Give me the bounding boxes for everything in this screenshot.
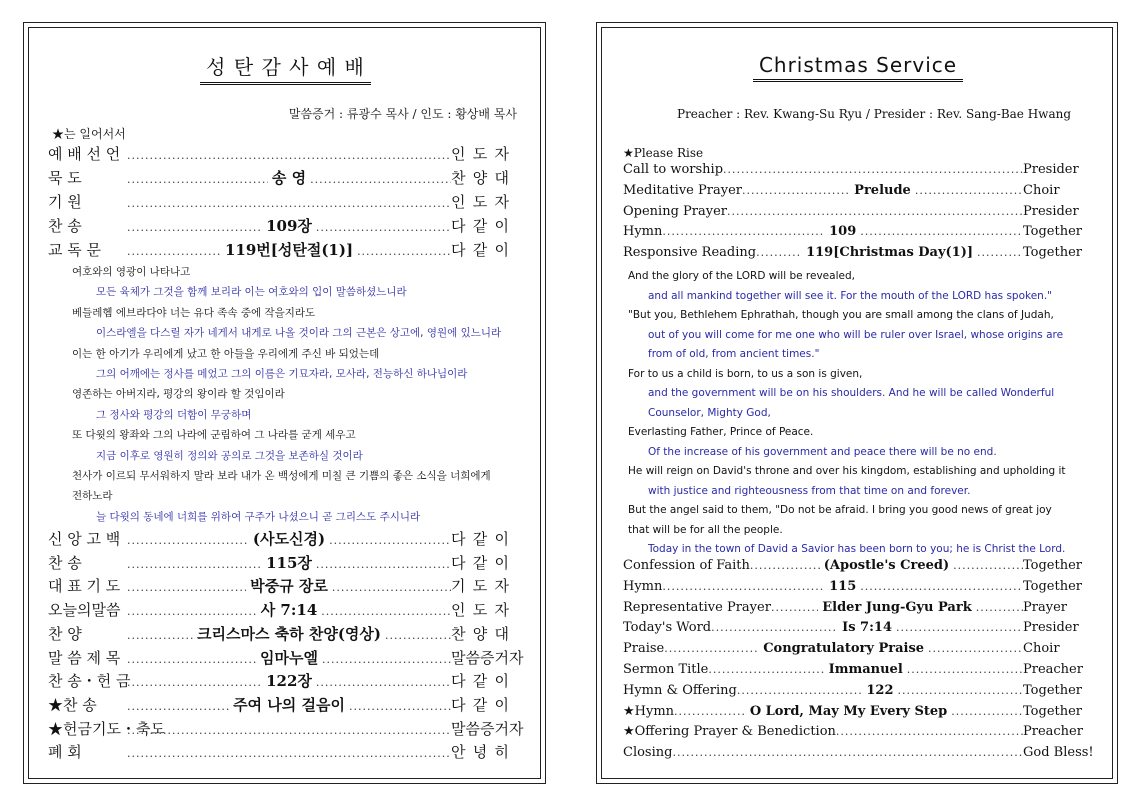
congregation-response: 이스라엘을 다스릴 자가 네게서 내게로 나올 것이라 그의 근본은 상고에, 영원에 있느니라 — [96, 327, 502, 340]
dot-leader — [860, 580, 1023, 593]
order-row — [48, 215, 509, 239]
order-row — [623, 162, 1093, 183]
order-row — [623, 183, 1093, 204]
dot-leader — [316, 221, 451, 234]
dot-leader — [316, 558, 451, 571]
order-item-detail: Congratulatory Praise — [763, 641, 925, 657]
leader-verse: 또 다윗의 왕좌와 그의 나라에 군림하여 그 나라를 굳게 세우고 — [72, 429, 356, 442]
leader-verse: 베들레헴 에브라다야 너는 유다 족속 중에 작을지라도 — [72, 306, 316, 319]
order-item-detail: Elder Jung-Gyu Park — [822, 599, 972, 615]
order-item-label: ★Offering Prayer & Benediction — [623, 724, 836, 740]
dot-leader — [321, 605, 451, 618]
dot-leader — [127, 605, 257, 618]
congregation-response: Today in the town of David a Savior has been born to you; he is Christ the Lord. — [648, 543, 1066, 555]
order-item-label: 찬 송 — [48, 553, 82, 572]
order-item-label: ★Hymn — [623, 703, 675, 719]
order-item-detail: 115장 — [266, 553, 312, 572]
order-item-leader: 다 같 이 — [451, 695, 510, 714]
order-row — [48, 718, 524, 742]
english-rise-note: ★Please Rise — [623, 146, 704, 160]
order-item-detail: (사도신경) — [252, 530, 326, 548]
leader-verse: 이는 한 아기가 우리에게 났고 한 아들을 우리에게 주신 바 되었는데 — [72, 347, 380, 360]
dot-leader — [385, 629, 451, 642]
order-item-detail: O Lord, May My Every Step — [749, 703, 948, 719]
korean-rise-note: ★는 일어서서 — [52, 127, 126, 141]
order-item-detail: Prelude — [854, 182, 911, 198]
dot-leader — [727, 205, 1023, 218]
order-item-label: Call to worship — [623, 162, 724, 177]
order-item-leader: 다 같 이 — [451, 241, 510, 259]
order-item-label: Hymn — [623, 578, 663, 594]
order-item-label: 오늘의말씀 — [48, 601, 121, 620]
order-item-detail: 크리스마스 축하 찬양(영상) — [196, 624, 382, 643]
order-item-leader: Together — [1023, 578, 1083, 594]
order-item-label: Confession of Faith — [623, 558, 750, 573]
order-item-label: Hymn & Offering — [623, 682, 737, 698]
order-item-label: Opening Prayer — [623, 203, 727, 219]
order-item-detail: 주여 나의 걸음이 — [233, 695, 345, 714]
order-item-leader: 인 도 자 — [451, 193, 509, 211]
order-item-leader: Choir — [1023, 641, 1060, 657]
congregation-response: out of you will come for me one who will be ruler over Israel, whose origins are — [648, 328, 1064, 341]
dot-leader — [127, 197, 451, 210]
order-item-leader: Together — [1023, 245, 1083, 261]
order-item-leader: Presider — [1023, 620, 1079, 636]
dot-leader — [915, 184, 1023, 197]
order-item-label: 신 앙 고 백 — [48, 530, 121, 548]
order-item-detail: 115 — [829, 578, 857, 594]
order-item-leader: 인 도 자 — [451, 601, 509, 620]
dot-leader — [357, 245, 451, 258]
dot-leader — [664, 642, 759, 655]
dot-leader — [953, 559, 1023, 572]
dot-leader — [127, 700, 229, 713]
order-row — [623, 224, 1093, 245]
dot-leader — [127, 221, 262, 234]
order-item-detail: 사 7:14 — [260, 601, 318, 620]
order-row — [623, 204, 1093, 225]
order-item-leader: Preacher — [1023, 662, 1083, 677]
dot-leader — [750, 559, 820, 572]
order-row — [48, 647, 524, 671]
order-item-label: 예 배 선 언 — [48, 145, 121, 163]
order-row — [48, 552, 509, 576]
order-row — [623, 641, 1093, 662]
congregation-response: 그의 어깨에는 정사를 메었고 그의 이름은 기묘자라, 모사라, 전능하신 하나님이라 — [96, 368, 468, 380]
order-item-detail: 122 — [866, 682, 894, 698]
order-item-label: 대 표 기 도 — [48, 577, 121, 596]
dot-leader — [708, 663, 824, 676]
congregation-response: from of old, from ancient times." — [648, 348, 820, 360]
dot-leader — [771, 601, 818, 614]
congregation-response: Of the increase of his government and peace there will be no end. — [648, 445, 997, 458]
dot-leader — [127, 747, 451, 760]
order-item-detail: 122장 — [266, 672, 312, 691]
dot-leader — [976, 601, 1023, 614]
order-item-leader: 다 같 이 — [451, 530, 509, 548]
order-item-leader: God Bless! — [1023, 745, 1094, 761]
order-item-label: Hymn — [623, 224, 663, 240]
order-item-label: 폐 회 — [48, 743, 82, 762]
leader-verse: He will reign on David's throne and over his kingdom, establishing and upholding it — [628, 465, 1066, 477]
order-item-leader: 말씀증거자 — [451, 719, 524, 738]
dot-leader — [737, 684, 863, 697]
order-row — [48, 670, 509, 694]
order-item-label: ★찬 송 — [48, 695, 97, 714]
order-row — [48, 528, 509, 552]
dot-leader — [907, 663, 1023, 676]
order-row — [623, 600, 1093, 621]
dot-leader — [127, 558, 262, 571]
dot-leader — [711, 621, 838, 634]
order-row — [623, 558, 1093, 579]
order-item-leader: 다 같 이 — [451, 672, 509, 691]
dot-leader — [332, 581, 451, 594]
order-row — [623, 620, 1093, 641]
order-row — [48, 143, 509, 167]
dot-leader — [127, 629, 193, 642]
dot-leader — [316, 676, 451, 689]
order-row — [623, 745, 1093, 766]
order-row — [48, 575, 509, 599]
order-item-label: Praise — [623, 641, 665, 657]
dot-leader — [127, 581, 246, 594]
congregation-response: Counselor, Mighty God, — [648, 406, 771, 419]
english-preacher-line: Preacher : Rev. Kwang-Su Ryu / Presider : Rev. Sang-Bae Hwang — [677, 107, 1072, 121]
korean-title: 성 탄 감 사 예 배 — [24, 51, 547, 85]
dot-leader — [662, 580, 825, 593]
order-item-leader: Presider — [1023, 162, 1079, 177]
order-row — [48, 191, 509, 215]
order-row — [48, 623, 509, 647]
order-item-leader: Together — [1023, 682, 1083, 698]
dot-leader — [127, 149, 451, 162]
congregation-response: with justice and righteousness from that time on and forever. — [648, 484, 971, 497]
order-row — [623, 724, 1093, 745]
dot-leader — [127, 173, 268, 186]
order-row — [623, 579, 1093, 600]
order-item-label: 말 씀 제 목 — [48, 648, 121, 667]
order-item-label: Today's Word — [623, 620, 712, 636]
order-item-label: Meditative Prayer — [623, 182, 742, 198]
order-item-leader: 말씀증거자 — [451, 648, 524, 667]
leader-verse: 영존하는 아버지라, 평강의 왕이라 할 것임이라 — [72, 388, 285, 401]
order-row — [623, 662, 1093, 683]
dot-leader — [756, 246, 802, 259]
congregation-response: and the government will be on his shoulders. And he will be called Wonderful — [648, 387, 1055, 399]
order-item-leader: Presider — [1023, 203, 1079, 219]
order-row — [48, 694, 509, 718]
order-item-detail: 임마누엘 — [260, 648, 318, 667]
leader-verse: that will be for all the people. — [628, 523, 783, 536]
leader-verse: 여호와의 영광이 나타나고 — [72, 266, 191, 278]
dot-leader — [349, 700, 451, 713]
korean-bulletin-page — [23, 22, 546, 784]
congregation-response: 그 정사와 평강의 더함이 무궁하며 — [96, 408, 252, 421]
leader-verse: 전하노라 — [72, 490, 113, 503]
congregation-response: 늘 다윗의 동네에 너희를 위하여 구주가 나셨으니 곧 그리스도 주시니라 — [96, 510, 421, 523]
order-item-label: 교 독 문 — [48, 241, 102, 259]
dot-leader — [672, 746, 1023, 759]
order-row — [623, 683, 1093, 704]
order-item-detail: (Apostle's Creed) — [823, 558, 950, 573]
order-item-detail: 박중규 장로 — [250, 577, 328, 596]
order-item-detail: 109 — [829, 224, 857, 240]
congregation-response: 모든 육체가 그것을 함께 보리라 이는 여호와의 입이 말씀하셨느니라 — [96, 286, 407, 299]
order-item-detail: 109장 — [266, 217, 312, 235]
order-item-leader: Prayer — [1023, 599, 1067, 615]
dot-leader — [127, 653, 256, 666]
order-row — [48, 239, 509, 263]
leader-verse: Everlasting Father, Prince of Peace. — [628, 426, 814, 438]
order-item-detail: 119번[성탄절(1)] — [224, 241, 354, 259]
order-item-leader: 찬 양 대 — [451, 624, 509, 643]
order-row — [623, 245, 1093, 266]
order-item-detail: 송 영 — [271, 169, 307, 187]
order-item-leader: 다 같 이 — [451, 553, 509, 572]
order-item-leader: Together — [1023, 224, 1083, 240]
korean-preacher-line: 말씀증거 : 류광수 목사 / 인도 : 황상배 목사 — [288, 107, 517, 121]
dot-leader — [127, 724, 451, 737]
dot-leader — [127, 534, 249, 547]
leader-verse: 천사가 이르되 무서워하지 말라 보라 내가 온 백성에게 미칠 큰 기쁨의 좋은 소식을 너희에게 — [72, 470, 491, 482]
order-item-leader: Choir — [1023, 182, 1060, 198]
order-item-leader: 기 도 자 — [451, 577, 509, 596]
order-row — [48, 167, 509, 191]
order-item-label: 묵 도 — [48, 169, 82, 187]
dot-leader — [329, 534, 451, 547]
leader-verse: But the angel said to them, "Do not be afraid. I bring you good news of great joy — [628, 504, 1052, 516]
dot-leader — [977, 246, 1023, 259]
order-item-label: Representative Prayer — [623, 599, 771, 615]
leader-verse: For to us a child is born, to us a son is given, — [628, 367, 863, 380]
order-item-leader: Together — [1023, 703, 1083, 719]
order-item-leader: 안 녕 히 — [451, 743, 509, 762]
order-item-detail: 119[Christmas Day(1)] — [806, 245, 974, 261]
order-row — [623, 704, 1093, 725]
leader-verse: And the glory of the LORD will be revealed, — [628, 270, 855, 282]
order-item-detail: Is 7:14 — [842, 620, 892, 636]
dot-leader — [322, 653, 451, 666]
order-item-leader: Together — [1023, 558, 1083, 573]
dot-leader — [896, 621, 1023, 634]
english-title: Christmas Service — [597, 53, 1119, 82]
order-row — [48, 741, 509, 765]
dot-leader — [860, 225, 1023, 238]
dot-leader — [928, 642, 1023, 655]
order-item-leader: 찬 양 대 — [451, 169, 510, 187]
dot-leader — [127, 676, 262, 689]
order-item-label: Sermon Title — [623, 662, 709, 677]
order-item-label: Responsive Reading — [623, 245, 757, 261]
dot-leader — [742, 184, 850, 197]
dot-leader — [898, 684, 1024, 697]
order-item-leader: 다 같 이 — [451, 217, 509, 235]
order-item-label: Closing — [623, 745, 673, 761]
leader-verse: "But you, Bethlehem Ephrathah, though you are small among the clans of Judah, — [628, 309, 1054, 321]
english-bulletin-page — [596, 22, 1118, 784]
order-item-label: ★헌금기도・축도 — [48, 719, 165, 738]
order-item-label: 찬 송・헌 금 — [48, 672, 131, 691]
dot-leader — [951, 705, 1023, 718]
dot-leader — [662, 225, 825, 238]
order-item-leader: Preacher — [1023, 724, 1083, 740]
dot-leader — [310, 173, 451, 186]
congregation-response: 지금 이후로 영원히 정의와 공의로 그것을 보존하실 것이라 — [96, 449, 363, 462]
order-item-label: 기 원 — [48, 193, 82, 211]
order-item-label: 찬 송 — [48, 217, 82, 235]
dot-leader — [836, 725, 1023, 738]
order-item-detail: Immanuel — [828, 662, 903, 677]
order-item-leader: 인 도 자 — [451, 145, 509, 163]
order-item-label: 찬 양 — [48, 624, 82, 643]
order-row — [48, 599, 509, 623]
congregation-response: and all mankind together will see it. For the mouth of the LORD has spoken." — [648, 289, 1052, 302]
dot-leader — [127, 245, 221, 258]
dot-leader — [723, 163, 1023, 176]
dot-leader — [674, 705, 746, 718]
